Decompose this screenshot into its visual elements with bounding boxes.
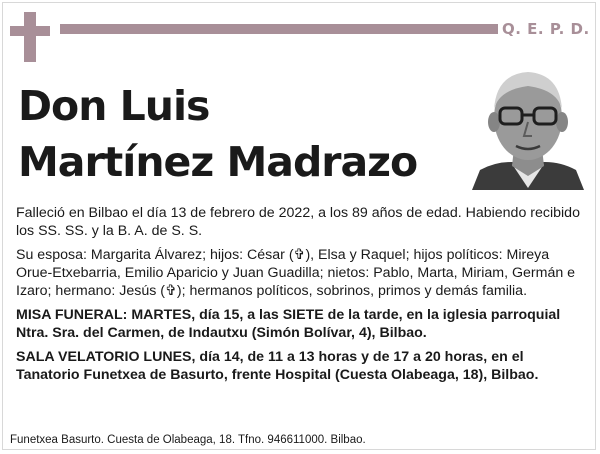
cross-icon — [10, 12, 50, 62]
qepd-label: Q. E. P. D. — [502, 20, 590, 38]
header-bar — [60, 24, 498, 34]
portrait-photo — [472, 60, 584, 190]
deceased-name — [18, 78, 417, 190]
obituary-text — [16, 204, 584, 390]
death-notice-paragraph: Falleció en Bilbao el día 13 de febrero de 2022, a los 89 años de edad. Habiendo recibido los SS. SS. y la B. A. de S. S. — [16, 205, 580, 239]
funeral-home-footer: Funetxea Basurto. Cuesta de Olabeaga, 18. Tfno. 946611000. Bilbao. — [10, 434, 366, 446]
name-line-1: Don Luis — [18, 82, 210, 130]
name-line-2: Martínez Madrazo — [18, 138, 418, 186]
wake-room-paragraph: SALA VELATORIO LUNES, día 14, de 11 a 13 horas y de 17 a 20 horas, en el Tanatorio Funetxea de Basurto, frente Hospital (Cuesta Olabeaga, 18), Bilbao. — [16, 349, 539, 383]
funeral-mass-paragraph: MISA FUNERAL: MARTES, día 15, a las SIETE de la tarde, en la iglesia parroquial Ntra. Sra. del Carmen, de Indautxu (Simón Bolívar, 4), Bilbao. — [16, 307, 561, 341]
family-paragraph: Su esposa: Margarita Álvarez; hijos: César (✞), Elsa y Raquel; hijos políticos: Mireya Orue-Etxebarria, Emilio Aparicio y Juan Guadilla; nietos: Pablo, Marta, Miriam, Germán e Izaro; hermano: Jesús (✞); hermanos políticos, sobrinos, primos y demás familia. — [16, 247, 576, 299]
